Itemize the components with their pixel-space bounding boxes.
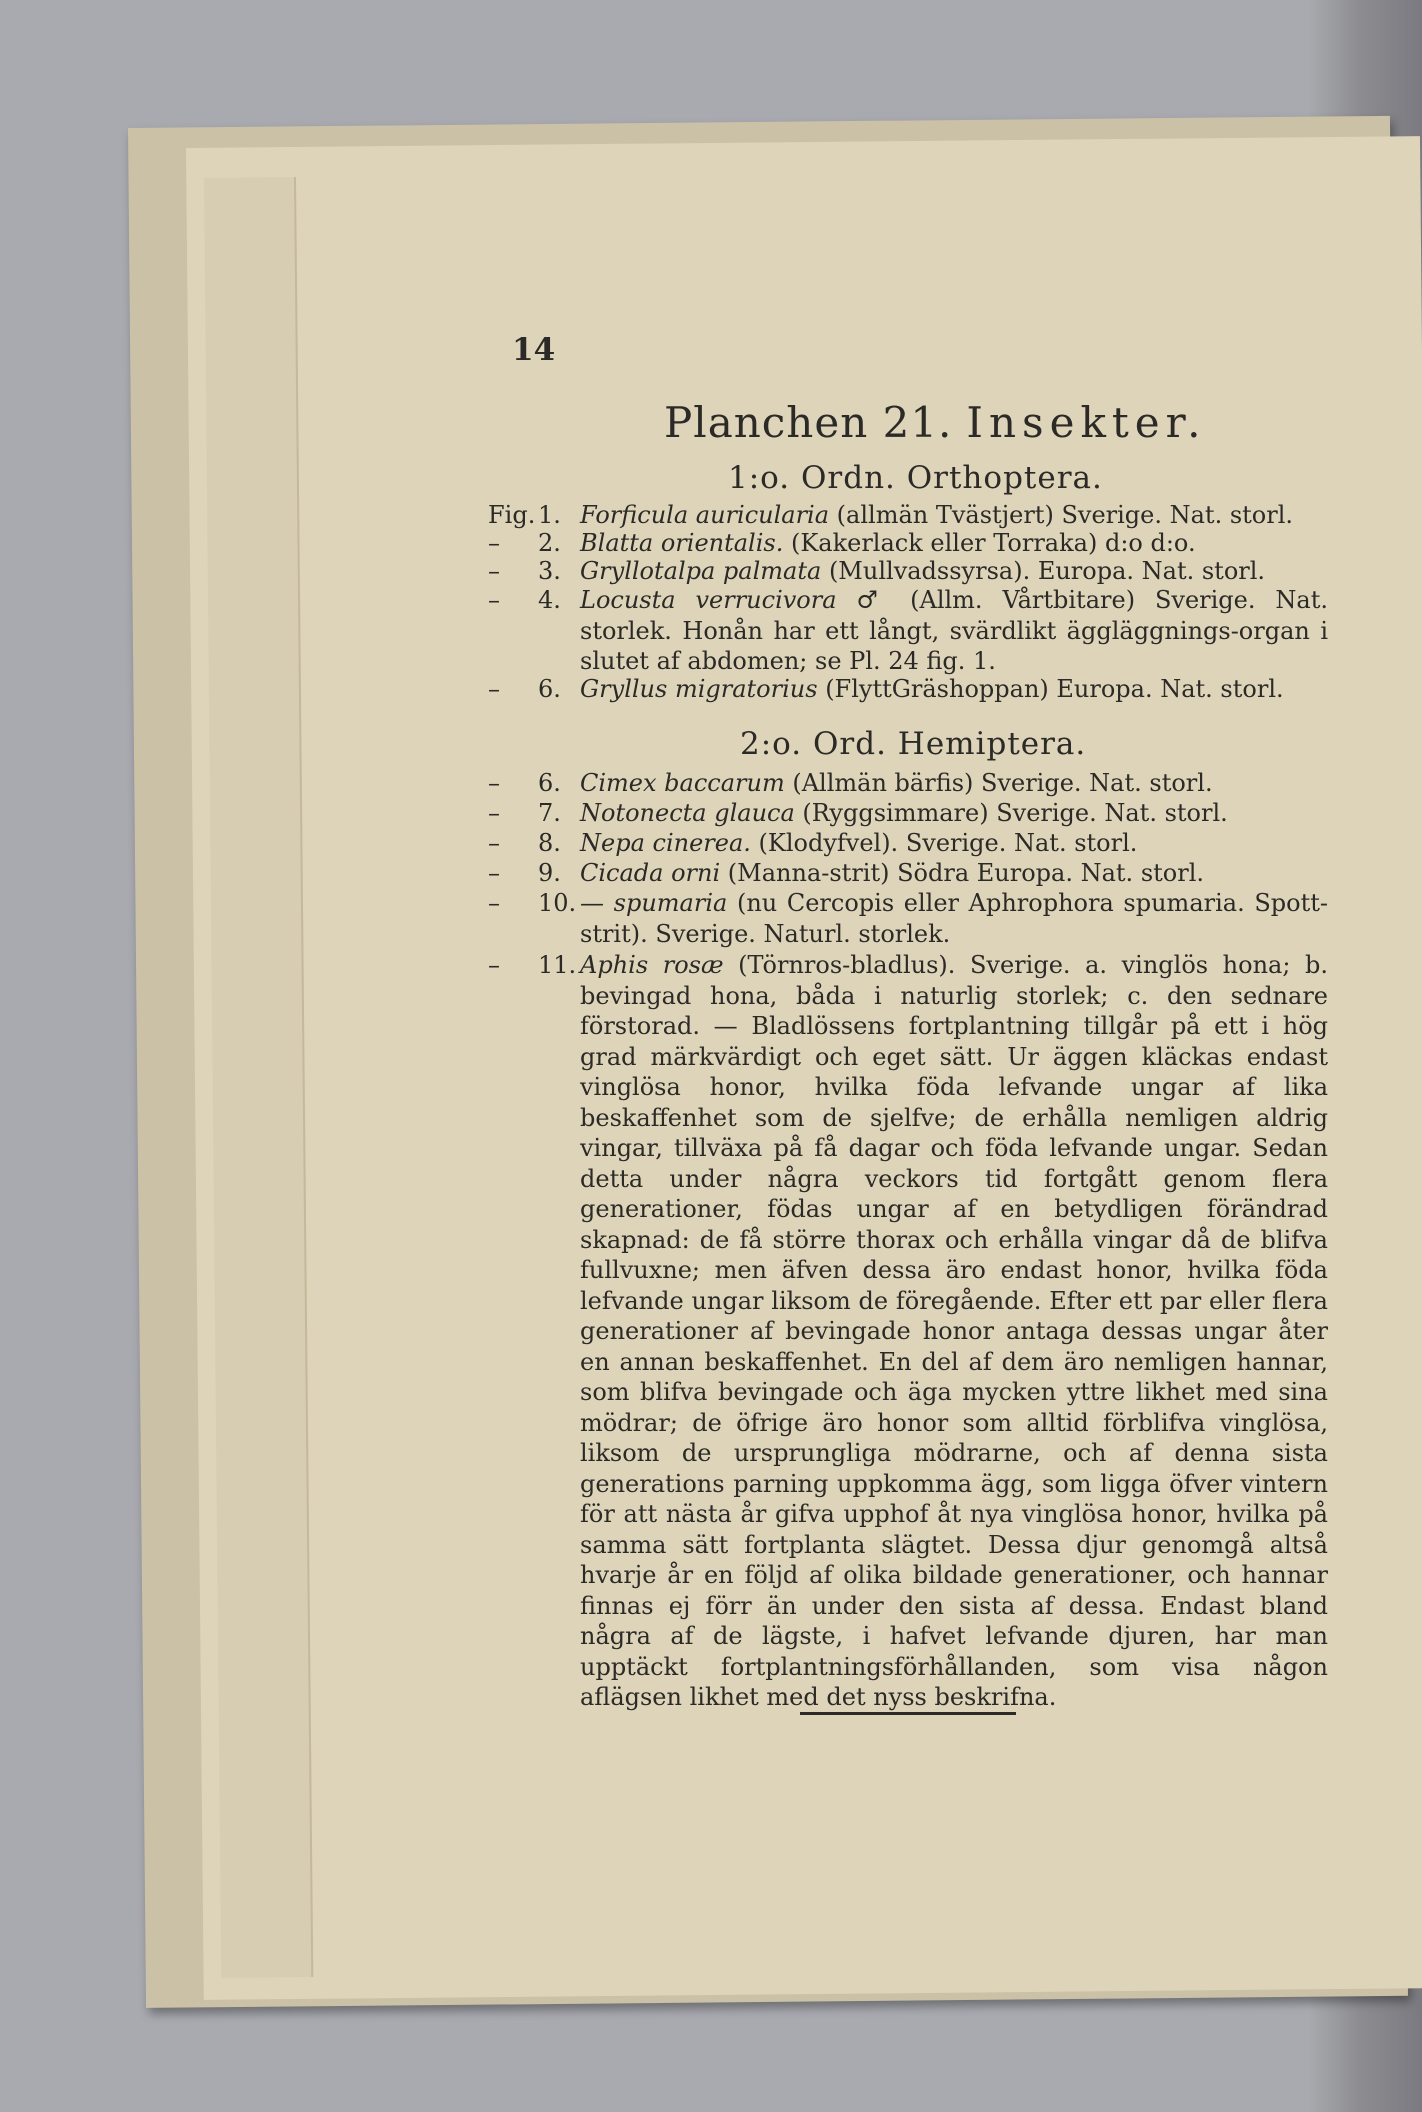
species-description: (Manna-strit) Södra Europa. Nat. storl. — [720, 859, 1204, 887]
species-name: Cimex baccarum — [580, 769, 785, 797]
fig-label: – — [488, 675, 500, 703]
species-name: Gryllotalpa palmata — [580, 557, 822, 585]
page-number: 14 — [512, 332, 556, 368]
entry-fig-11 — [488, 950, 1328, 1713]
species-description: (allmän Tvästjert) Sverige. Nat. storl. — [829, 501, 1294, 529]
fig-number: 6. — [538, 769, 561, 797]
entry-fig-10 — [488, 888, 1328, 949]
entry-fig-6-cimex — [488, 768, 1328, 799]
closing-rule — [800, 1712, 1016, 1715]
fig-label: Fig. — [488, 501, 536, 529]
fig-number: 3. — [538, 557, 561, 585]
fig-number: 9. — [538, 859, 561, 887]
species-name: Nepa cinerea. — [580, 829, 751, 857]
fig-number: 2. — [538, 529, 561, 557]
species-description: (Klodyfvel). Sverige. Nat. storl. — [750, 829, 1138, 857]
fig-label: – — [488, 799, 500, 827]
entry-fig-7 — [488, 798, 1328, 829]
fig-label: – — [488, 769, 500, 797]
fig-label: – — [488, 889, 500, 917]
fig-label: – — [488, 557, 500, 585]
title-insekter: Insekter. — [966, 398, 1207, 447]
title-plate: Planchen 21. — [664, 398, 953, 447]
entry-fig-9 — [488, 858, 1328, 889]
page-title — [664, 398, 1206, 447]
species-name: Forficula auricularia — [580, 501, 830, 529]
entry-fig-6-gryllus — [488, 674, 1328, 705]
species-name: Blatta orientalis. — [580, 529, 784, 557]
fig-number: 6. — [538, 675, 561, 703]
species-description: (nu Cercopis eller Aphrophora spumaria. Spott-strit). Sverige. Naturl. storlek. — [580, 889, 1328, 948]
entry-fig-2 — [488, 528, 1328, 559]
fig-label: – — [488, 586, 500, 614]
species-description: (Allmän bärfis) Sverige. Nat. storl. — [784, 769, 1213, 797]
section-heading-orthoptera: 1:o. Ordn. Orthoptera. — [728, 460, 1103, 496]
fig-label: – — [488, 951, 500, 979]
entry-fig-1 — [488, 500, 1328, 531]
species-name: Locusta verrucivora — [580, 586, 837, 614]
species-description: (FlyttGräshoppan) Europa. Nat. storl. — [817, 675, 1284, 703]
species-name: Gryllus migratorius — [580, 675, 818, 703]
fig-number: 4. — [538, 586, 561, 614]
species-description: (Mullvadssyrsa). Europa. Nat. storl. — [821, 557, 1266, 585]
fig-number: 7. — [538, 799, 561, 827]
fig-label: – — [488, 859, 500, 887]
fig-label: – — [488, 829, 500, 857]
fig-number: 8. — [538, 829, 561, 857]
species-description: (Ryggsimmare) Sverige. Nat. storl. — [794, 799, 1228, 827]
species-name: Aphis rosæ — [580, 951, 724, 979]
fig-label: – — [488, 529, 500, 557]
species-description: (Kakerlack eller Torraka) d:o d:o. — [783, 529, 1196, 557]
fig-number: 11. — [538, 951, 577, 979]
species-name: Cicada orni — [580, 859, 721, 887]
fig-number: 10. — [538, 889, 577, 917]
species-name: Notonecta glauca — [580, 799, 795, 827]
species-description: (Törnros-bladlus). Sverige. a. vinglös hona; b. bevingad hona, båda i naturlig storlek; c. den sednare förstorad. — Bladlössens fortplantning tillgår på ett i hög grad märkvärdigt och eget sätt. Ur äggen kläckas endast vinglösa honor, hvilka föda lefvande ungar af lika beskaffenhet som de sjelfve; de erhålla nemligen aldrig vingar, tillväxa på få dagar och föda lefvande ungar. Sedan detta under några veckors tid fortgått genom flera generationer, födas ungar af en betydligen förändrad skapnad: de få större thorax och erhålla vingar då de blifva fullvuxne; men äfven dessa äro endast honor, hvilka föda lefvande ungar liksom de föregående. Efter ett par eller flera generationer af bevingade honor antaga dessas ungar åter en annan beskaffenhet. En del af dem äro nemligen hannar, som blifva bevingade och äga mycken yttre likhet med sina mödrar; de öfrige äro honor som alltid förblifva vinglösa, liksom de ursprungliga mödrarne, och af denna sista generations parning uppkomma ägg, som ligga öfver vintern för att nästa år gifva upphof åt nya vinglösa honor, hvilka på samma sätt fortplanta slägtet. Dessa djur genomgå altså hvarje år en följd af olika bildade generationer, och hannar finnas ej förr än under den sista af dessa. Endast bland några af de lägste, i hafvet lefvande djuren, har man upptäckt fortplantningsförhållanden, som visa någon aflägsen likhet med det nyss beskrifna. — [580, 951, 1328, 1711]
entry-fig-3 — [488, 556, 1328, 587]
fig-number: 1. — [538, 501, 561, 529]
species-description: ♂ (Allm. Vårtbitare) Sverige. Nat. storlek. Honån har ett långt, svärdlikt äggläggnings-organ i slutet af abdomen; se Pl. 24 fig. 1. — [580, 586, 1328, 675]
entry-fig-8 — [488, 828, 1328, 859]
entry-fig-4 — [488, 585, 1328, 677]
section-heading-hemiptera: 2:o. Ord. Hemiptera. — [740, 726, 1087, 762]
species-name: — spumaria — [580, 889, 728, 917]
